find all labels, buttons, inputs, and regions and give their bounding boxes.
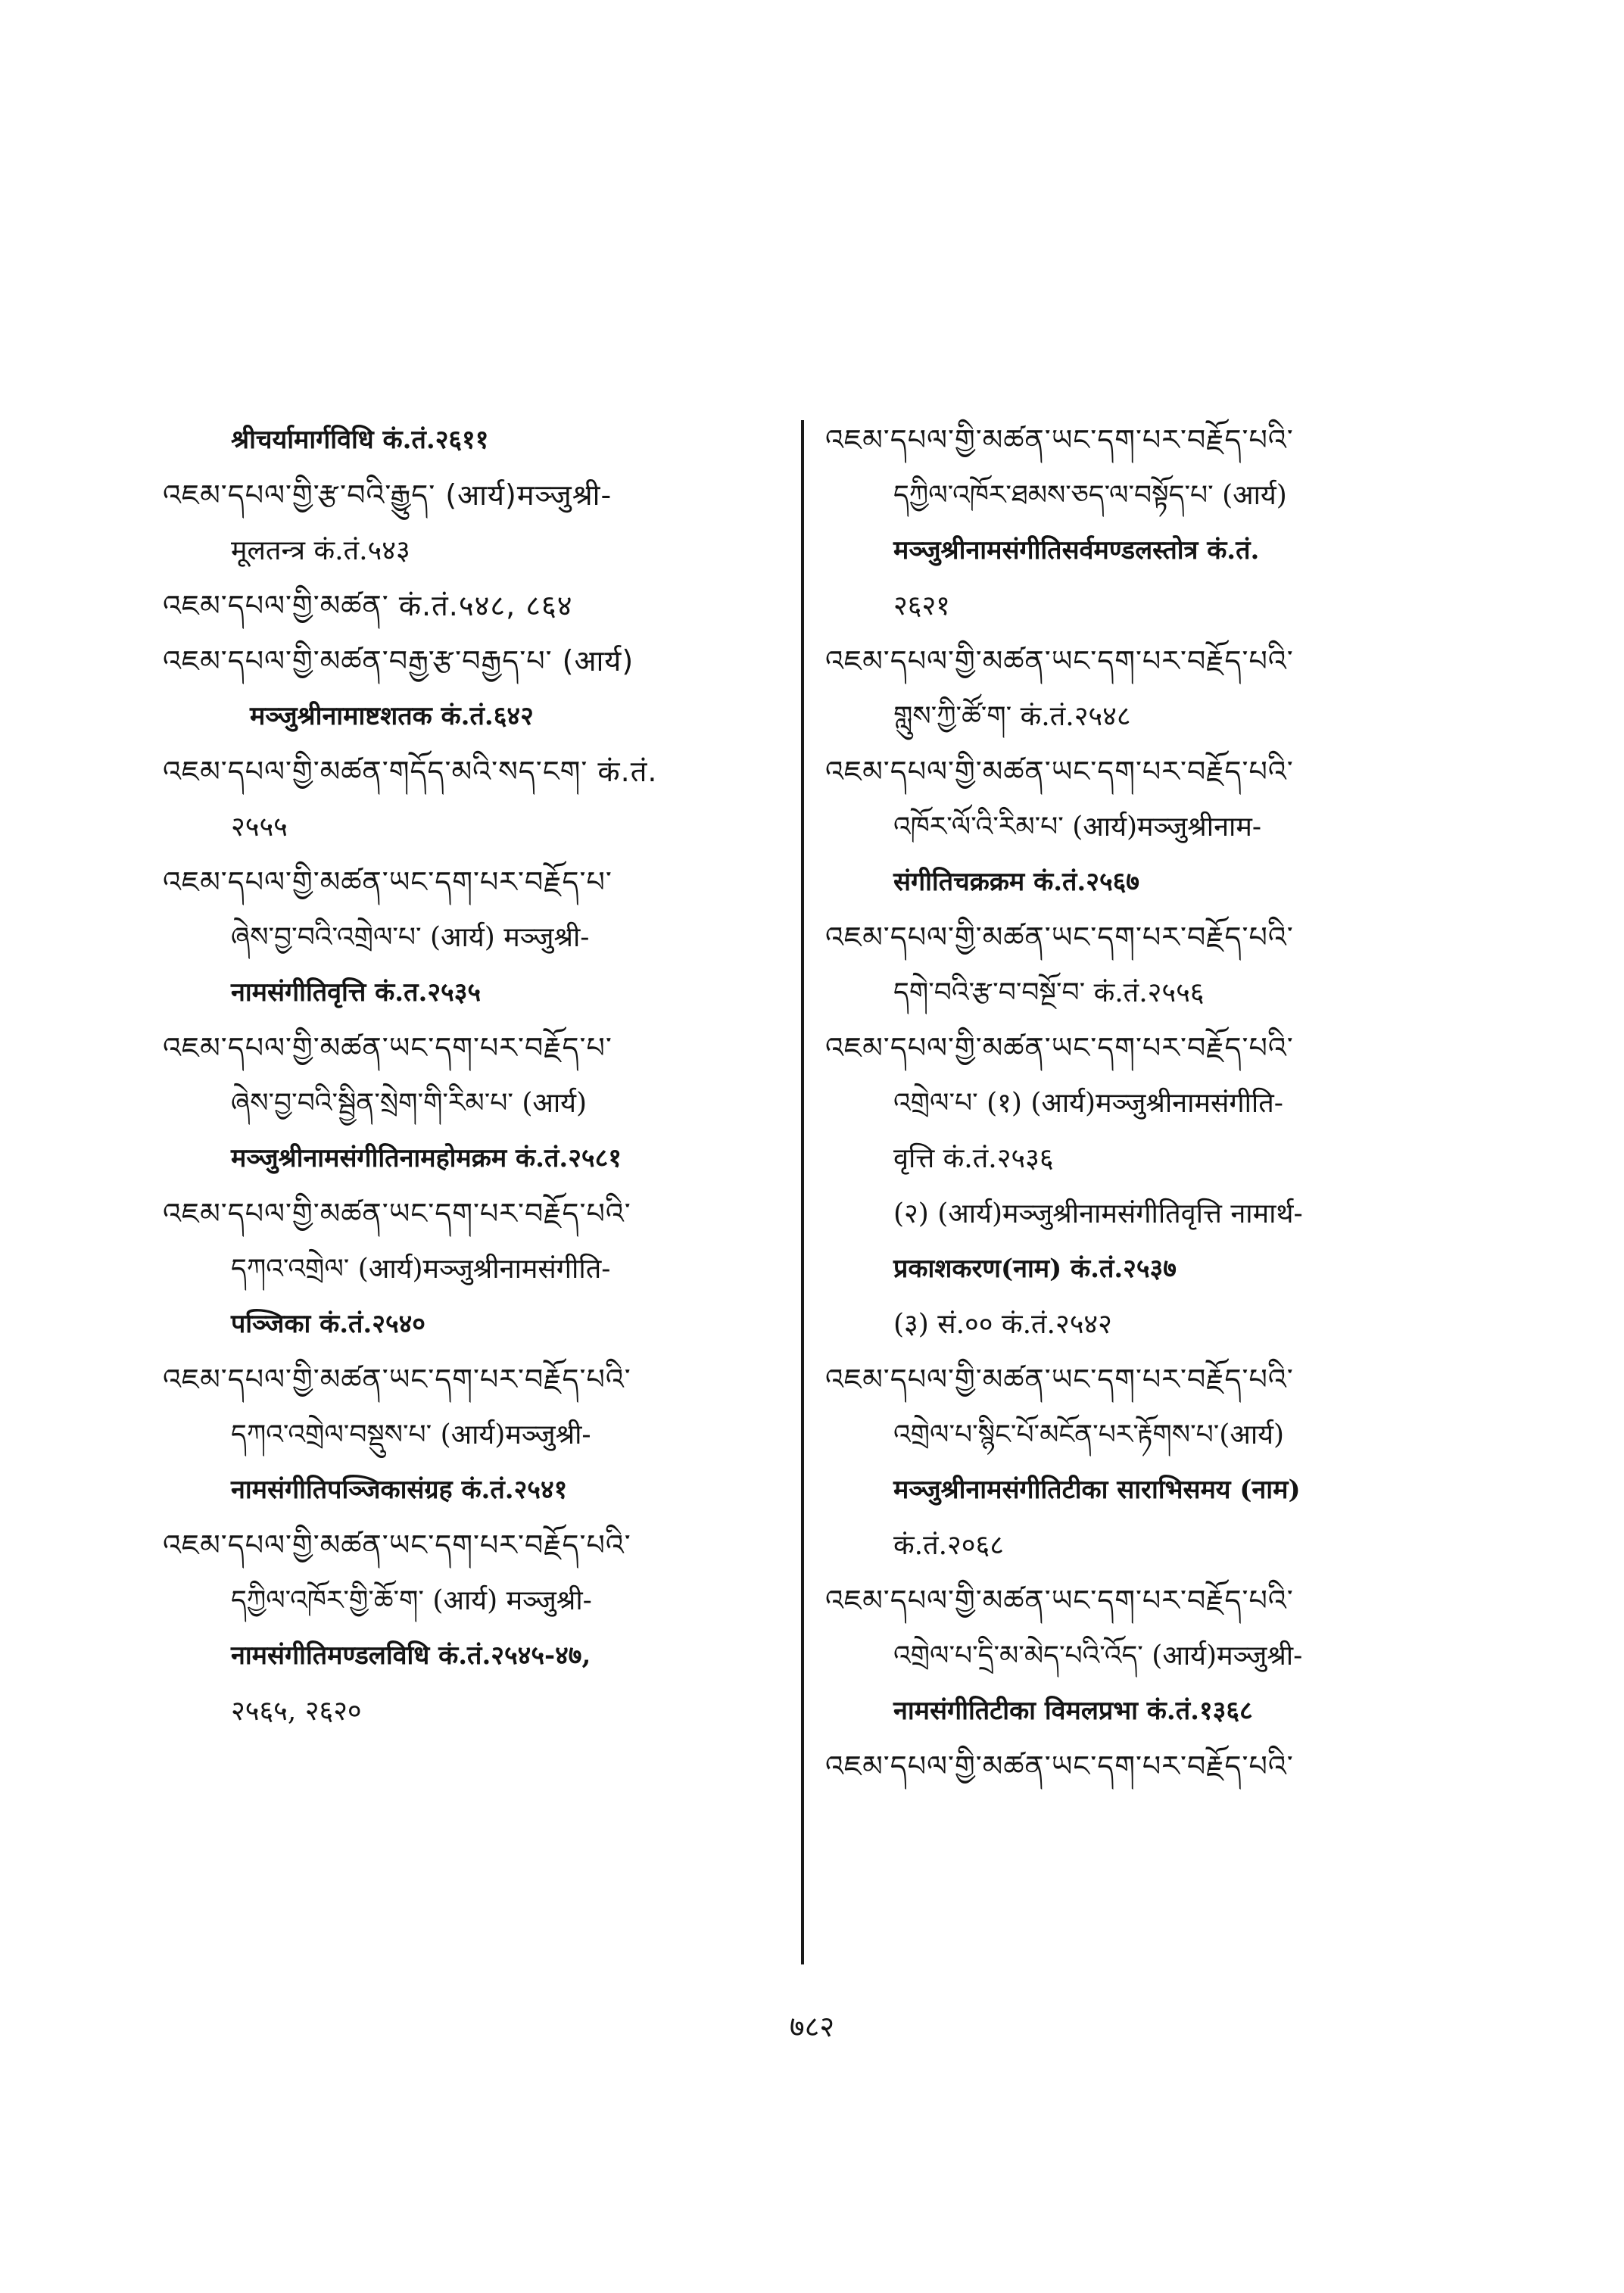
left-entry-line: འཇམ་དཔལ་གྱི་མཚན་ཡང་དག་པར་བརྗོད་པའི་: [163, 1528, 631, 1562]
right-entry-line: དཀྱིལ་འཁོར་ཐམས་ཅད་ལ་བསྟོད་པ་ (आर्य): [893, 480, 1287, 511]
left-entry-line: मञ्जुश्रीनामाष्टशतक कं.तं.६४२: [250, 701, 534, 731]
right-entry-line: འགྲེལ་པ་སྙིང་པོ་མངོན་པར་རྟོགས་པ་(आर्य): [893, 1419, 1285, 1450]
right-entry-line: प्रकाशकरण(नाम) कं.तं.२५३७: [893, 1254, 1177, 1284]
left-entry-line: २५६५, २६२०: [231, 1696, 362, 1727]
right-entry-line: मञ्जुश्रीनामसंगीतिटीका साराभिसमय (नाम): [893, 1475, 1301, 1505]
left-entry-line: འཇམ་དཔལ་གྱི་རྩ་བའི་རྒྱུད་ (आर्य)मञ्जुश्री-: [163, 478, 613, 512]
page-number: ७८२: [789, 2010, 835, 2043]
left-entry-line: འཇམ་དཔལ་གྱི་མཚན་བརྒྱ་རྩ་བརྒྱད་པ་ (आर्य): [163, 644, 634, 678]
left-column: [163, 413, 784, 1739]
left-entry-line: नामसंगीतिमण्डलविधि कं.तं.२५४५-४७,: [231, 1640, 591, 1671]
right-entry-line: संगीतिचक्रक्रम कं.तं.२५६७: [893, 867, 1139, 897]
left-entry-line: དཀའ་འགྲེལ་བསྡུས་པ་ (आर्य)मञ्जुश्री-: [231, 1419, 591, 1450]
left-entry-line: འཇམ་དཔལ་གྱི་མཚན་ कं.तं.५४८, ८६४: [163, 589, 573, 622]
right-entry-line: नामसंगीतिटीका विमलप्रभा कं.तं.१३६८: [893, 1696, 1253, 1726]
left-entry-line: འཇམ་དཔལ་གྱི་མཚན་ཡང་དག་པར་བརྗོད་པ་: [163, 1031, 613, 1064]
right-entry-line: འཇམ་དཔལ་གྱི་མཚན་ཡང་དག་པར་བརྗོད་པའི་: [825, 921, 1294, 954]
right-entry-line: འཇམ་དཔལ་གྱི་མཚན་ཡང་དག་པར་བརྗོད་པའི་: [825, 1584, 1294, 1617]
right-entry-line: འགྲེལ་པ་ (१) (आर्य)मञ्जुश्रीनामसंगीति-: [893, 1088, 1283, 1119]
right-entry-line: འཇམ་དཔལ་གྱི་མཚན་ཡང་དག་པར་བརྗོད་པའི་: [825, 1363, 1294, 1396]
right-entry-line: (३) सं.०० कं.तं.२५४२: [893, 1309, 1112, 1340]
right-entry-line: འཇམ་དཔལ་གྱི་མཚན་ཡང་དག་པར་བརྗོད་པའི་: [825, 1031, 1294, 1064]
left-entry-line: ཞེས་བྱ་བའི་འགྲེལ་པ་ (आर्य) मञ्जुश्री-: [231, 922, 590, 953]
right-entry-line: འཁོར་ལོ་འི་རིམ་པ་ (आर्य)मञ्जुश्रीनाम-: [893, 812, 1262, 843]
left-entry-line: २५५५: [231, 812, 288, 843]
left-entry-line: འཇམ་དཔལ་གྱི་མཚན་ཡང་དག་པར་བརྗོད་པའི་: [163, 1197, 631, 1230]
left-entry-line: འཇམ་དཔལ་གྱི་མཚན་གདོད་མའི་སད་ངག་ कं.तं.: [163, 755, 658, 788]
right-entry-line: कं.तं.२०६८: [893, 1530, 1004, 1561]
column-divider: [801, 420, 804, 1964]
left-entry-line: नामसंगीतिवृत्ति कं.त.२५३५: [231, 977, 482, 1008]
left-entry-line: मञ्जुश्रीनामसंगीतिनामहोमक्रम कं.तं.२५८१: [231, 1143, 622, 1173]
left-entry-line: ཞེས་བྱ་བའི་སྦྱིན་སྲེག་གི་རིམ་པ་ (आर्य): [231, 1088, 588, 1119]
right-entry-line: འགྲེལ་པ་དྲི་མ་མེད་པའི་འོད་ (आर्य)मञ्जुश्री-: [893, 1640, 1303, 1671]
right-entry-line: འཇམ་དཔལ་གྱི་མཚན་ཡང་དག་པར་བརྗོད་པའི་: [825, 755, 1294, 788]
left-entry-line: དཀའ་འགྲེལ་ (आर्य)मञ्जुश्रीनामसंगीति-: [231, 1254, 611, 1285]
right-entry-line: (२) (आर्य)मञ्जुश्रीनामसंगीतिवृत्ति नामार्थ-: [893, 1198, 1303, 1229]
left-entry-line: འཇམ་དཔལ་གྱི་མཚན་ཡང་དག་པར་བརྗོད་པའི་: [163, 1363, 631, 1396]
right-entry-line: གླུས་ཀྱི་ཚོ་ག་ कं.तं.२५४८: [893, 701, 1131, 732]
right-column: [825, 413, 1469, 1794]
left-entry-line: འཇམ་དཔལ་གྱི་མཚན་ཡང་དག་པར་བརྗོད་པ་: [163, 865, 613, 899]
right-entry-line: དགེ་བའི་རྩ་བ་བསྔོ་བ་ कं.तं.२५५६: [893, 977, 1205, 1008]
right-entry-line: འཇམ་དཔལ་གྱི་མཚན་ཡང་དག་པར་བརྗོད་པའི་: [825, 423, 1294, 456]
left-entry-line: मूलतन्त्र कं.तं.५४३: [231, 535, 410, 566]
left-entry-line: དཀྱིལ་འཁོར་གྱི་ཆོ་ག་ (आर्य) मञ्जुश्री-: [231, 1585, 592, 1616]
right-entry-line: वृत्ति कं.तं.२५३६: [893, 1143, 1054, 1174]
right-entry-line: འཇམ་དཔལ་གྱི་མཚན་ཡང་དག་པར་བརྗོད་པའི་: [825, 644, 1294, 678]
right-entry-line: २६२१: [893, 590, 950, 622]
right-entry-line: मञ्जुश्रीनामसंगीतिसर्वमण्डलस्तोत्र कं.तं.: [893, 535, 1260, 565]
right-entry-line: འཇམ་དཔལ་གྱི་མཚན་ཡང་དག་པར་བརྗོད་པའི་: [825, 1749, 1294, 1783]
left-entry-line: नामसंगीतिपञ्जिकासंग्रह कं.तं.२५४१: [231, 1475, 568, 1505]
left-entry-line: पञ्जिका कं.तं.२५४०: [231, 1309, 425, 1339]
left-entry-line: श्रीचर्यामार्गविधि कं.तं.२६११: [231, 425, 489, 455]
